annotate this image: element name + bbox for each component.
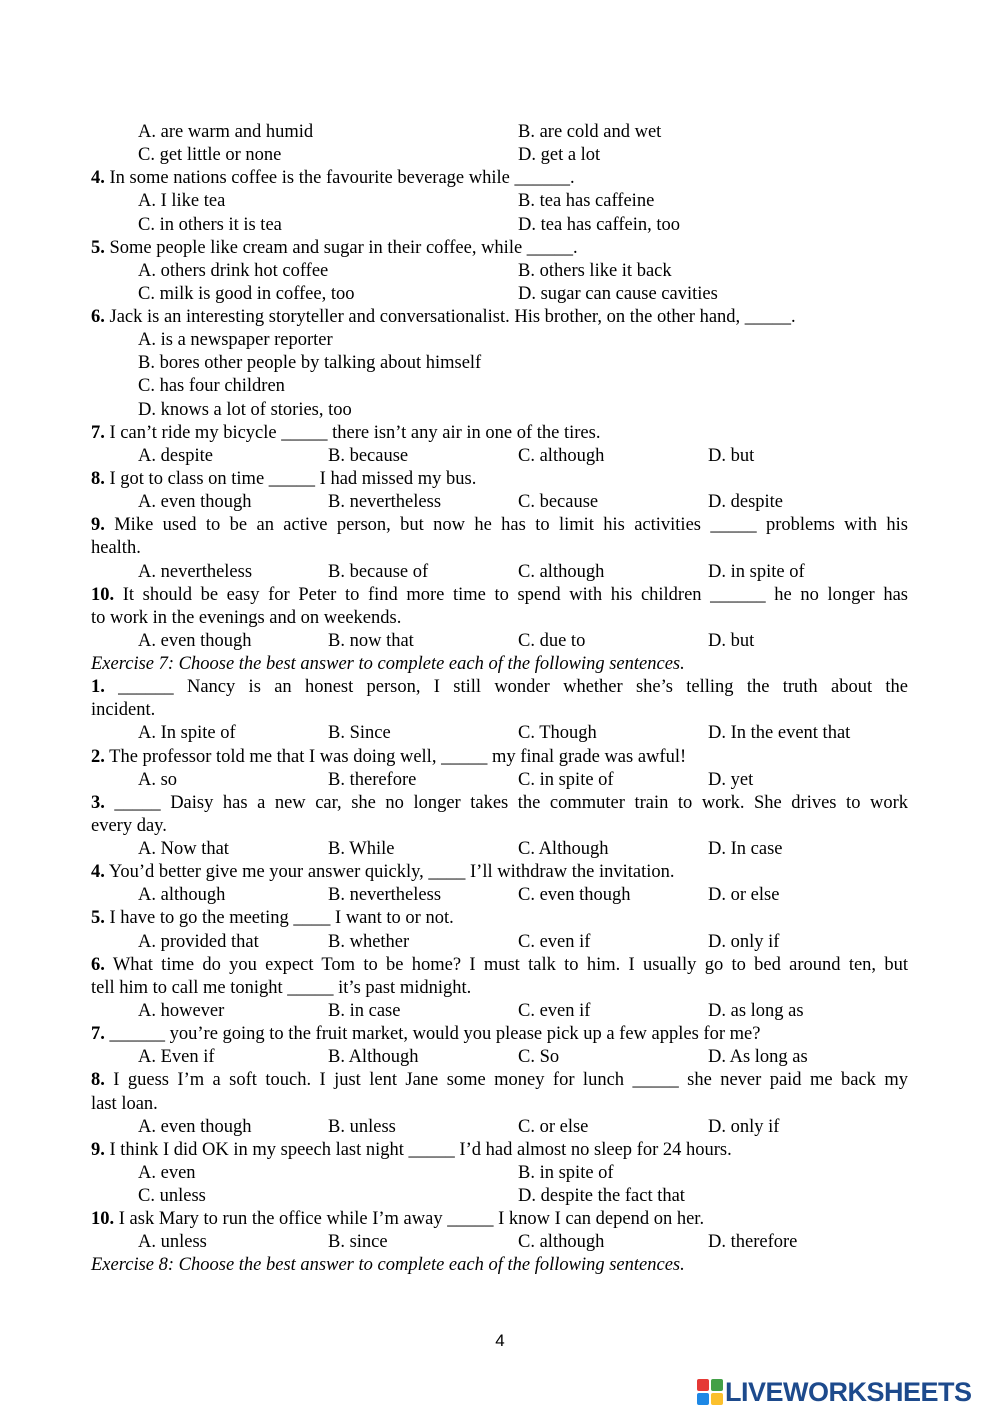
question-text (91, 1023, 908, 1046)
line-text: Mike used to be an active person, but now he has to limit his activities _____ problems with his (104, 515, 908, 536)
line-text: Jack is an interesting storyteller and conversationalist. His brother, on the other hand, _____. (104, 307, 796, 327)
question-text (91, 907, 908, 930)
line-text: I can’t ride my bicycle _____ there isn’t any air in one of the tires. (104, 422, 601, 443)
question-text (91, 584, 908, 607)
option-row (91, 144, 908, 167)
question-continuation (91, 1093, 908, 1116)
answer-option: C. Although (518, 839, 609, 859)
question-number: 10. (91, 584, 115, 605)
answer-option: A. is a newspaper reporter (138, 330, 333, 351)
answer-option: C. although (518, 561, 605, 582)
option-row (91, 1046, 908, 1069)
exercise-heading (91, 1254, 908, 1277)
question-text (91, 422, 908, 445)
question-number: 7. (91, 1024, 105, 1045)
answer-option: A. even though (138, 1116, 252, 1137)
line-text: Exercise 8: Choose the best answer to complete each of the following sentences. (91, 1255, 685, 1276)
option-row (91, 491, 908, 514)
question-number: 9. (91, 1139, 105, 1160)
answer-option: C. unless (138, 1186, 206, 1206)
answer-option: C. although (518, 1232, 605, 1253)
answer-option: B. now that (328, 630, 414, 651)
answer-option: D. get a lot (518, 145, 601, 166)
question-text (91, 746, 908, 769)
answer-option: D. or else (708, 885, 780, 906)
answer-option: D. sugar can cause cavities (518, 283, 718, 304)
answer-option: B. bores other people by talking about himself (138, 353, 482, 374)
question-number: 10. (91, 1209, 115, 1230)
answer-option: C. although (518, 445, 605, 466)
answer-option: C. due to (518, 630, 586, 651)
answer-option: D. tea has caffein, too (518, 214, 680, 235)
exercise-heading (91, 653, 908, 676)
answer-option: C. So (518, 1047, 560, 1068)
option-row (91, 1116, 908, 1139)
answer-option: B. in spite of (518, 1162, 614, 1183)
line-text: The professor told me that I was doing well, _____ my final grade was awful! (104, 746, 687, 767)
question-number: 6. (91, 307, 105, 327)
answer-option: A. even though (138, 492, 252, 513)
line-text: You’d better give me your answer quickly, ____ I’ll withdraw the invitation. (104, 862, 675, 883)
answer-option: B. therefore (328, 769, 417, 790)
option-row (91, 838, 908, 861)
line-text: I think I did OK in my speech last night _____ I’d had almost no sleep for 24 hours. (104, 1139, 732, 1160)
answer-option: D. only if (708, 931, 780, 952)
option-row (91, 1162, 908, 1185)
answer-option: A. others drink hot coffee (138, 260, 329, 281)
option-row (91, 1000, 908, 1023)
line-text: every day. (91, 815, 167, 836)
logo-square (711, 1379, 723, 1391)
question-number: 6. (91, 954, 105, 975)
answer-option: B. others like it back (518, 260, 672, 281)
line-text: _____ Daisy has a new car, she no longer takes the commuter train to work. She drives to work (104, 792, 908, 813)
answer-option: D. as long as (708, 1000, 804, 1021)
question-number: 8. (91, 1070, 105, 1091)
answer-option: C. Though (518, 723, 597, 744)
option-row (91, 561, 908, 584)
option-row (91, 630, 908, 653)
line-text: Exercise 7: Choose the best answer to complete each of the following sentences. (91, 654, 685, 674)
question-number: 3. (91, 792, 105, 813)
answer-option: A. despite (138, 445, 214, 466)
answer-option: C. milk is good in coffee, too (138, 283, 355, 304)
line-text: It should be easy for Peter to find more time to spend with his children ______ he no longer has (114, 584, 908, 605)
answer-option: B. since (328, 1232, 388, 1253)
answer-option: D. knows a lot of stories, too (138, 399, 352, 420)
option-row (91, 722, 908, 745)
option-row (91, 352, 908, 375)
liveworksheets-logo-text: LIVEWORKSHEETS (725, 1377, 972, 1407)
line-text: incident. (91, 700, 156, 721)
answer-option: A. however (138, 1000, 225, 1021)
question-continuation (91, 537, 908, 560)
line-text: last loan. (91, 1093, 158, 1114)
question-text (91, 861, 908, 884)
answer-option: D. in spite of (708, 561, 805, 582)
question-text (91, 237, 908, 260)
question-number: 4. (91, 168, 105, 189)
option-row (91, 214, 908, 237)
answer-option: D. despite the fact that (518, 1186, 685, 1206)
line-text: health. (91, 538, 141, 559)
answer-option: A. Now that (138, 839, 229, 859)
answer-option: B. nevertheless (328, 885, 442, 906)
question-number: 2. (91, 746, 105, 767)
logo-square (697, 1379, 709, 1391)
answer-option: A. are warm and humid (138, 122, 314, 142)
option-row (91, 931, 908, 954)
option-row (91, 884, 908, 907)
liveworksheets-logo (697, 1377, 972, 1407)
answer-option: C. because (518, 492, 599, 513)
line-text: What time do you expect Tom to be home? I must talk to him. I usually go to bed around ten, but (104, 954, 908, 975)
option-row (91, 329, 908, 352)
answer-option: C. get little or none (138, 145, 282, 166)
option-row (91, 121, 908, 144)
answer-option: D. but (708, 630, 755, 651)
line-text: ______ you’re going to the fruit market, would you please pick up a few apples for me? (104, 1024, 761, 1045)
question-continuation (91, 977, 908, 1000)
answer-option: D. In the event that (708, 723, 851, 744)
answer-option: B. nevertheless (328, 492, 442, 513)
option-row (91, 260, 908, 283)
answer-option: B. While (328, 839, 395, 859)
question-continuation (91, 815, 908, 838)
question-number: 8. (91, 468, 105, 489)
answer-option: B. tea has caffeine (518, 191, 655, 212)
option-row (91, 375, 908, 398)
question-continuation (91, 699, 908, 722)
answer-option: A. even (138, 1162, 196, 1183)
answer-option: B. in case (328, 1000, 401, 1021)
logo-square (697, 1393, 709, 1405)
answer-option: B. Although (328, 1047, 419, 1068)
line-text: I have to go the meeting ____ I want to or not. (104, 908, 454, 929)
question-text (91, 676, 908, 699)
line-text: I got to class on time _____ I had missed my bus. (104, 468, 477, 489)
answer-option: D. As long as (708, 1047, 808, 1068)
question-text (91, 1139, 908, 1162)
answer-option: C. even if (518, 931, 591, 952)
answer-option: D. therefore (708, 1232, 798, 1253)
option-row (91, 445, 908, 468)
liveworksheets-logo-icon (697, 1379, 723, 1405)
answer-option: B. unless (328, 1116, 396, 1137)
answer-option: D. only if (708, 1116, 780, 1137)
line-text: Some people like cream and sugar in their coffee, while _____. (104, 237, 578, 258)
answer-option: C. in others it is tea (138, 214, 282, 235)
answer-option: B. because (328, 445, 409, 466)
line-text: to work in the evenings and on weekends. (91, 607, 402, 628)
question-text (91, 514, 908, 537)
answer-option: D. but (708, 445, 755, 466)
question-text (91, 1069, 908, 1092)
line-text: I ask Mary to run the office while I’m away _____ I know I can depend on her. (114, 1209, 705, 1230)
option-row (91, 1231, 908, 1254)
question-text (91, 306, 908, 329)
question-number: 4. (91, 862, 105, 883)
answer-option: A. even though (138, 630, 252, 651)
answer-option: A. provided that (138, 931, 259, 952)
page-number: 4 (495, 1331, 505, 1350)
answer-option: A. so (138, 769, 178, 790)
question-text (91, 792, 908, 815)
answer-option: A. nevertheless (138, 561, 253, 582)
answer-option: A. unless (138, 1232, 207, 1253)
option-row (91, 283, 908, 306)
option-row (91, 769, 908, 792)
answer-option: A. although (138, 885, 226, 906)
answer-option: A. I like tea (138, 191, 226, 212)
answer-option: B. Since (328, 723, 391, 744)
question-number: 5. (91, 237, 105, 258)
question-continuation (91, 607, 908, 630)
answer-option: B. are cold and wet (518, 122, 662, 142)
answer-option: C. in spite of (518, 769, 614, 790)
line-text: In some nations coffee is the favourite beverage while ______. (104, 168, 575, 189)
line-text: ______ Nancy is an honest person, I still wonder whether she’s telling the truth about the (104, 677, 908, 698)
answer-option: D. despite (708, 492, 784, 513)
question-text (91, 954, 908, 977)
question-text (91, 1208, 908, 1231)
answer-option: C. or else (518, 1116, 589, 1137)
option-row (91, 190, 908, 213)
answer-option: A. In spite of (138, 723, 236, 744)
question-number: 7. (91, 422, 105, 443)
answer-option: A. Even if (138, 1047, 215, 1068)
logo-square (711, 1393, 723, 1405)
answer-option: B. because of (328, 561, 429, 582)
answer-option: C. has four children (138, 376, 285, 397)
question-number: 1. (91, 677, 105, 698)
answer-option: D. yet (708, 769, 754, 790)
answer-option: C. even though (518, 885, 631, 906)
line-text: I guess I’m a soft touch. I just lent Jane some money for lunch _____ she never paid me back my (104, 1070, 908, 1091)
line-text: tell him to call me tonight _____ it’s past midnight. (91, 977, 472, 998)
question-text (91, 167, 908, 190)
question-number: 9. (91, 515, 105, 536)
answer-option: C. even if (518, 1000, 591, 1021)
question-text (91, 468, 908, 491)
answer-option: B. whether (328, 931, 410, 952)
option-row (91, 1185, 908, 1208)
question-number: 5. (91, 908, 105, 929)
option-row (91, 399, 908, 422)
answer-option: D. In case (708, 839, 783, 859)
